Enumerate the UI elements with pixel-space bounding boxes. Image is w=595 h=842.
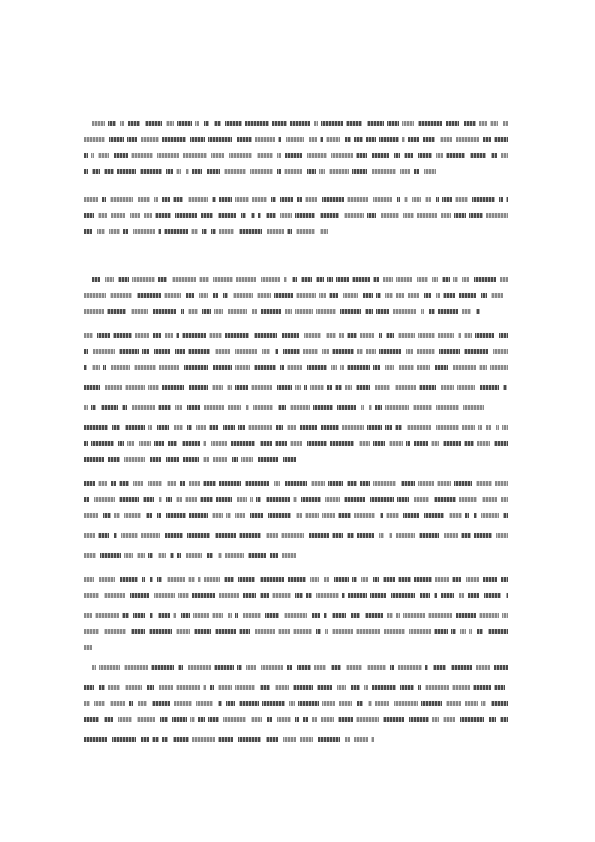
text-line [84, 197, 508, 202]
text-line [92, 665, 508, 670]
text-line [84, 349, 508, 354]
text-line [84, 513, 508, 518]
text-line [84, 577, 508, 582]
text-line [84, 441, 508, 446]
text-line [84, 153, 508, 158]
text-line [84, 593, 508, 598]
text-line [84, 533, 508, 538]
text-line [84, 497, 508, 502]
text-line [84, 229, 328, 234]
text-line [84, 333, 508, 338]
text-line [84, 213, 508, 218]
text-line [84, 425, 508, 430]
text-line [92, 277, 508, 282]
text-line [84, 365, 508, 370]
text-line [84, 169, 436, 174]
text-line [84, 481, 508, 486]
text-line [84, 737, 374, 742]
text-line [84, 405, 484, 410]
text-line [84, 685, 508, 690]
text-line [84, 457, 296, 462]
text-line [84, 701, 508, 706]
text-line [84, 385, 508, 390]
text-line [84, 629, 508, 634]
text-line [84, 613, 508, 618]
text-line [84, 137, 508, 142]
text-line [84, 553, 296, 558]
text-line [84, 717, 508, 722]
text-line [84, 645, 92, 650]
text-line [92, 121, 508, 126]
text-line [84, 309, 480, 314]
text-line [84, 293, 508, 298]
